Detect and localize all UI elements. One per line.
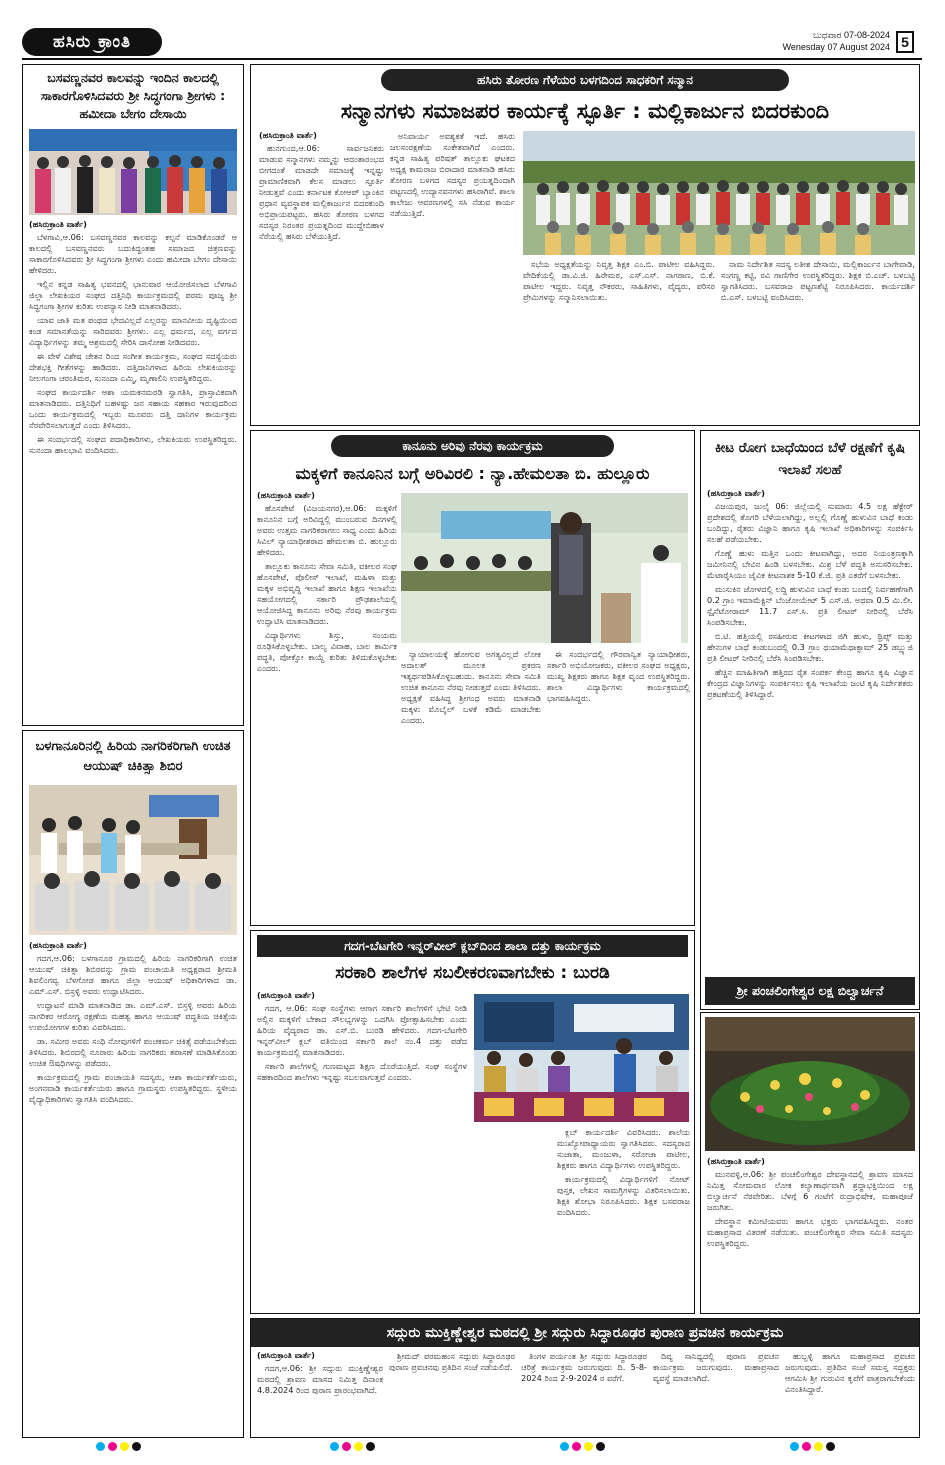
cyan-dot [560, 1442, 569, 1451]
article-headline: ಸನ್ಮಾನಗಳು ಸಮಾಜಪರ ಕಾರ್ಯಕ್ಕೆ ಸ್ಫೂರ್ತಿ : ಮಲ್ಲಿಕಾರ್ಜುನ ಬಿದರಕುಂದಿ [340, 99, 830, 123]
registration-marks [96, 1442, 141, 1451]
article-body [701, 1155, 919, 1309]
paragraph: ತಾಲ್ಲೂಕು ಕಾನೂನು ಸೇವಾ ಸಮಿತಿ, ವಕೀಲರ ಸಂಘ ಹೊಸಪೇಟೆ, ಪೊಲೀಸ್ ಇಲಾಖೆ, ಮಹಿಳಾ ಮತ್ತು ಮಕ್ಕಳ ಅಭಿವೃದ್ಧಿ ಇಲಾಖೆ ಹಾಗೂ ಶಿಕ್ಷಣ ಇಲಾಖೆಯ ಸಹಯೋಗದಲ್ಲಿ ಸರ್ಕಾರಿ ಪ್ರೌಢಶಾಲೆಯಲ್ಲಿ ಆಯೋಜಿಸಿದ್ದ ಕಾನೂನು ಅರಿವು ನೆರವು ಕಾರ್ಯಕ್ರಮ ಉದ್ಘಾಟಿಸಿ ಮಾತನಾಡಿದರು. [257, 561, 397, 626]
paragraph: ಕಾರ್ಯಕ್ರಮದಲ್ಲಿ ವಿದ್ಯಾರ್ಥಿಗಳಿಗೆ ನೋಟ್ ಪುಸ್ತಕ, ಲೇಖನ ಸಾಮಗ್ರಿಗಳನ್ನು ವಿತರಿಸಲಾಯಿತು. ಶಿಕ್ಷಕಿ ಶೋಭಾ ನಿರೂಪಿಸಿದರು. ಶಿಕ್ಷಕ ಬಸವರಾಜ ವಂದಿಸಿದರು. [557, 1174, 690, 1217]
paragraph: ಹುನಗುಂದ,ಆ.06: ಸಾರ್ವಜನಿಕರು ಮಾಡುವ ಸನ್ಮಾನಗಳು ನಮ್ಮನ್ನು ಆದಂತಾರಂಭದ ಬೀಗದಂತೆ ಮಾಡದೇ ಸಮಾಜಕ್ಕೆ ಇನ್ನಷ್ಟು ಪ್ರಾಮಾಣಿಕವಾಗಿ ಕೆಲಸ ಮಾಡಲು ಸ್ಫೂರ್ತಿ ನೀಡುತ್ತವೆ ಎಂದು ಕರ್ನಾಟಕ ಕೋಆಪ್ ಬ್ಯಾಂಕಿನ ಪ್ರಧಾನ ವ್ಯವಸ್ಥಾಪಕ ಮಲ್ಲಿಕಾರ್ಜುನ ಬಿದರಕುಂದಿ ಅಭಿಪ್ರಾಯಪಟ್ಟರು. ಹಸಿರು ತೋರಣ ಬಳಗದ ಸದಸ್ಯರ ನಿರಂತರ ಪ್ರಯತ್ನದಿಂದ ಮುದ್ದೇಬಿಹಾಳ ನೆರೆಯಲ್ಲಿ ಹಸಿರು ಬೆಳೆಯುತ್ತಿದೆ. [259, 143, 384, 241]
article-headline: ಬಸವಣ್ಣನವರ ಕಾಲವನ್ನು ಇಂದಿನ ಕಾಲದಲ್ಲಿ ಸಾಕಾರಗೊಳಿಸಿದವರು ಶ್ರೀ ಸಿದ್ಧಗಂಗಾ ಶ್ರೀಗಳು : ಹಮೀದಾ ಬೇಗಂ ದೇಸಾಯಿ [40, 70, 226, 121]
paragraph: ಡಾ. ಸಮೀರ ಅವರು ಸಂಧಿ ನೋವುಗಳಿಗೆ ಪಂಚಕರ್ಮ ಚಿಕಿತ್ಸೆ ಪಡೆಯಬೇಕೆಂದು ತಿಳಿಸಿದರು. ಶಿಬಿರದಲ್ಲಿ ನೂರಾರು ಹಿರಿಯ ನಾಗರಿಕರು ತಪಾಸಣೆ ಮಾಡಿಸಿಕೊಂಡು ಉಚಿತ ಔಷಧಿಗಳನ್ನು ಪಡೆದರು. [29, 1036, 237, 1068]
paragraph: ನ್ಯಾಯಾಲಯಕ್ಕೆ ಹೋಗುವ ಅಗತ್ಯವಿಲ್ಲದೆ ಲೋಕ ಅದಾಲತ್ ಮೂಲಕ ಪ್ರಕರಣ ಇತ್ಯರ್ಥಪಡಿಸಿಕೊಳ್ಳಬಹುದು. ಕಾನೂನು ಸೇವಾ ಸಮಿತಿ ಉಚಿತ ಕಾನೂನು ನೆರವು ನೀಡುತ್ತದೆ ಎಂದು ತಿಳಿಸಿದರು. ಅಧ್ಯಕ್ಷತೆ ವಹಿಸಿದ್ದ ಶ್ರೀಗಂಧ ಅವರು ಮಾತನಾಡಿ ಮಕ್ಕಳು ಮೊಬೈಲ್ ಬಳಕೆ ಕಡಿಮೆ ಮಾಡಬೇಕು ಎಂದರು. [401, 649, 541, 725]
paragraph: ಸಂಘದ ಕಾರ್ಯದರ್ಶಿ ಆಶಾ ಯಮಕನಮರಡಿ ಸ್ವಾಗತಿಸಿ, ಪ್ರಾಸ್ತಾವಿಕವಾಗಿ ಮಾತನಾಡಿದರು. ದತ್ತಿನಿಧಿಗೆ ಬಹಳಷ್ಟು ಜನ ಸಹಾಯ ಸಹಕಾರ ಇರುವುದರಿಂದ ಒಂದು ಕಾರ್ಯಕ್ರಮದಲ್ಲಿ ಇಬ್ಬರು ಮೂವರು ದತ್ತಿ ದಾನಿಗಳ ಕಾರ್ಯಕ್ರಮ ನೆರವೇರಿಸಲಾಗುತ್ತದೆ ಎಂದು ತಿಳಿಸಿದರು. [29, 387, 237, 430]
paragraph: ಬಿ.ಟಿ. ಹತ್ತಿಯಲ್ಲಿ ರಸಹೀರುವ ಕೀಟಗಳಾದ ಜಿಗಿ ಹುಳು, ಥ್ರಿಪ್ಸ್ ಮತ್ತು ಹೇನುಗಳ ಬಾಧೆ ಕಂಡುಬಂದಲ್ಲಿ 0.3 ಗ್ರಾಂ ಥಯಾಮೆಥಾಕ್ಸಾಮ್ 25 ಡಬ್ಲ್ಯುಜಿ ಪ್ರತಿ ಲೀಟರ್ ನೀರಿನಲ್ಲಿ ಬೆರೆಸಿ ಸಿಂಪಡಿಸಬೇಕು. [707, 631, 913, 663]
date-kannada: ಬುಧವಾರ 07-08-2024 [812, 30, 890, 40]
paragraph: ಉದ್ಘಾಟನೆ ಮಾಡಿ ಮಾತನಾಡಿದ ಡಾ. ಎಮ್.ಎಸ್. ಬಿಸ್ರಳ್ಳಿ ಅವರು ಹಿರಿಯ ನಾಗರಿಕರ ಆರೋಗ್ಯ ರಕ್ಷಣೆಯ ಮಹತ್ವ ಹಾಗೂ ಆಯುಷ್ ಪದ್ಧತಿಯ ಚಿಕಿತ್ಸೆಯ ಉಪಯೋಗಗಳ ಕುರಿತು ವಿವರಿಸಿದರು. [29, 1000, 237, 1032]
column-3 [547, 649, 690, 921]
column-2 [389, 1351, 515, 1435]
black-dot [132, 1442, 141, 1451]
column-2 [401, 649, 541, 921]
byline: (ಹಸಿರುಕ್ರಾಂತಿ ವಾರ್ತೆ) [257, 1351, 315, 1360]
byline: (ಹಸಿರುಕ್ರಾಂತಿ ವಾರ್ತೆ) [29, 941, 87, 950]
paragraph: ಗೊಣ್ಣೆ ಹುಳು ಮತ್ತಿನ ಒಂದು ಕೀಟವಾಗಿದ್ದು, ಅದರ ನಿಯಂತ್ರಣಕ್ಕಾಗಿ ಜಮೀನಿನಲ್ಲಿ ಬೇವಿನ ಹಿಂಡಿ ಬಳಸಬೇಕು. ಮಿಶ್ರ ಬೆಳೆ ಪದ್ಧತಿ ಅನುಸರಿಸಬೇಕು. ಮೆಟಾರೈಸಿಯಂ ಜೈವಿಕ ಕೀಟನಾಶಕ 5-10 ಕೆ.ಜಿ. ಪ್ರತಿ ಎಕರೆಗೆ ಬಳಸಬೇಕು. [707, 548, 913, 580]
paragraph: ದೇವಸ್ಥಾನ ಕಮೀಟಿಯವರು ಹಾಗೂ ಭಕ್ತರು ಭಾಗವಹಿಸಿದ್ದರು. ನಂತರ ಮಹಾಪ್ರಸಾದ ವಿತರಣೆ ನಡೆಯಿತು. ಪಂಚಲಿಂಗೇಶ್ವರ ಸೇವಾ ಸಮಿತಿ ಸದಸ್ಯರು ಉಪಸ್ಥಿತರಿದ್ದರು. [707, 1216, 913, 1248]
paragraph: ಸರ್ಕಾರಿ ಶಾಲೆಗಳಲ್ಲಿ ಗುಣಮಟ್ಟದ ಶಿಕ್ಷಣ ದೊರೆಯುತ್ತಿದೆ. ಸಂಘ ಸಂಸ್ಥೆಗಳ ಸಹಕಾರದಿಂದ ಶಾಲೆಗಳು ಇನ್ನಷ್ಟು ಸಬಲವಾಗುತ್ತವೆ ಎಂದರು. [257, 1061, 467, 1082]
article-kicker: ಹಸಿರು ತೋರಣ ಗೆಳೆಯರ ಬಳಗದಿಂದ ಸಾಧಕರಿಗೆ ಸನ್ಮಾನ [381, 69, 789, 91]
paragraph: ಹುಬ್ಬಳ್ಳಿ ಹಾಗೂ ಮಹಾಪ್ರಸಾದ ಪ್ರವಚನ ಜರುಗುವುದು. ಪ್ರತಿದಿನ ಸಂಜೆ ಸಮಸ್ತ ಸದ್ಭಕ್ತರು ಆಗಮಿಸಿ ಶ್ರೀ ಗುರುವಿನ ಕೃಪೆಗೆ ಪಾತ್ರರಾಗಬೇಕೆಂದು ವಿನಂತಿಸಿದ್ದಾರೆ. [785, 1351, 915, 1394]
article-body [23, 937, 243, 1415]
paragraph: ಬೆಳಗಾವಿ,ಆ.06: ಬಸವಣ್ಣನವರ ಕಾಲವನ್ನು ಕಲ್ಪನೆ ಮಾಡಿಕೊಂಡರೆ ಆ ಕಾಲದಲ್ಲಿ ಬಸವಣ್ಣನವರು ಬದುಕಿದ್ದಂತಹ ಸಮಾಜದ ಚಿತ್ರಣವನ್ನು ಸಾಕಾರಗೊಳಿಸಿದವರು ಶ್ರೀ ಸಿದ್ಧಗಂಗಾ ಶ್ರೀಗಳು ಎಂದು ಹಮೀದಾ ಬೇಗಂ ದೇಸಾಯಿ ಹೇಳಿದರು. [29, 232, 237, 275]
article-headline: ಮಕ್ಕಳಿಗೆ ಕಾನೂನಿನ ಬಗ್ಗೆ ಅರಿವಿರಲಿ : ನ್ಯಾ.ಹೇಮಲತಾ ಬಿ. ಹುಲ್ಲೂರು [295, 464, 650, 483]
date-english: Wenesday 07 August 2024 [782, 42, 890, 52]
yellow-dot [584, 1442, 593, 1451]
column-3 [523, 259, 715, 421]
column-4 [721, 259, 915, 421]
yellow-dot [354, 1442, 363, 1451]
paragraph: ಸಭೆಯ ಅಧ್ಯಕ್ಷತೆಯನ್ನು ನಿವೃತ್ತ ಶಿಕ್ಷಕ ಎಂ.ಬಿ. ಪಾಟೀಲ ವಹಿಸಿದ್ದರು. ವೇದಿಕೆಯಲ್ಲಿ ಡಾ.ವಿ.ಜಿ. ಹಿರೇಮಠ, ಎಸ್.ಎಸ್. ನಾಗಠಾಣ, ಬಿ.ಕೆ. ಪಾಟೀಲ ಇದ್ದರು. ನಿವೃತ್ತ ನೌಕರರು, ಸಾಹಿತಿಗಳು, ವೈದ್ಯರು, ಪರಿಸರ ಪ್ರೇಮಿಗಳನ್ನು ಸನ್ಮಾನಿಸಲಾಯಿತು. [523, 259, 715, 302]
article-body [23, 217, 243, 699]
magenta-dot [572, 1442, 581, 1451]
law-event-photo [401, 493, 688, 643]
registration-marks [790, 1442, 835, 1451]
paragraph: ವಿದ್ಯಾರ್ಥಿಗಳು ಶಿಸ್ತು, ಸಂಯಮ ರೂಢಿಸಿಕೊಳ್ಳಬೇಕು. ಬಾಲ್ಯ ವಿವಾಹ, ಬಾಲ ಕಾರ್ಮಿಕ ಪದ್ಧತಿ, ಪೋಕ್ಸೋ ಕಾಯ್ದೆ ಕುರಿತು ತಿಳಿದುಕೊಳ್ಳಬೇಕು ಎಂದರು. [257, 630, 397, 673]
paragraph: ಗದಗ,ಆ.06: ಶ್ರೀ ಸದ್ಗುರು ಮುಕ್ತಿಣ್ಣೇಶ್ವರ ಮಠದಲ್ಲಿ ಶ್ರಾವಣ ಮಾಸದ ನಿಮಿತ್ತ ದಿನಾಂಕ 4.8.2024 ರಿಂದ ಪುರಾಣ ಪ್ರಾರಂಭವಾಗಿದೆ. [257, 1363, 383, 1395]
article-headline: ಸದ್ಗುರು ಮುಕ್ತಿಣ್ಣೇಶ್ವರ ಮಠದಲ್ಲಿ ಶ್ರೀ ಸದ್ಗುರು ಸಿದ್ಧಾರೂಢರ ಪುರಾಣ ಪ್ರವಚನ ಕಾರ್ಯಕ್ರಮ [251, 1319, 919, 1347]
paragraph: ತಿಂಗಳ ಪರ್ಯಂತ ಶ್ರೀ ಸದ್ಗುರು ಸಿದ್ಧಾರೂಢರ ಚರಿತ್ರೆ ಕಾರ್ಯಕ್ರಮ ಜರುಗುವುದು ದಿ. 5-8-2024 ರಿಂದ 2-9-2024 ರ ವರೆಗೆ. [521, 1351, 647, 1383]
article-siddaganga [22, 64, 244, 726]
article-law-awareness [250, 430, 695, 926]
masthead [22, 26, 922, 60]
article-bilvarchane [700, 1012, 920, 1314]
article-pest-advisory [700, 430, 920, 1010]
column-4 [653, 1351, 779, 1435]
article-purana-pravachana [250, 1318, 920, 1438]
yellow-dot [120, 1442, 129, 1451]
paragraph: ಮುಸುಕಿನ ಜೋಳದಲ್ಲಿ ಲದ್ದಿ ಹುಳುವಿನ ಬಾಧೆ ಕಂಡು ಬಂದಲ್ಲಿ ನಿರ್ವಹಣೆಗಾಗಿ 0.2 ಗ್ರಾಂ ಇಮಾಮೆಕ್ಟಿನ್ ಬೆಂಜೋಯೇಟ್ 5 ಎಸ್.ಜಿ. ಅಥವಾ 0.5 ಮಿ.ಲೀ. ಸ್ಪೈನೆಟೋರಾಮ್ 11.7 ಎಸ್.ಸಿ. ಪ್ರತಿ ಲೀಟರ್ ನೀರಿನಲ್ಲಿ ಬೆರೆಸಿ ಸಿಂಪಡಿಸಬೇಕು. [707, 584, 913, 627]
registration-marks [560, 1442, 605, 1451]
camp-photo [29, 785, 237, 935]
school-event-photo [473, 993, 690, 1123]
paragraph: ಈ ಸಂದರ್ಭದಲ್ಲಿ ಗೌರವಾನ್ವಿತ ನ್ಯಾಯಾಧೀಶರು, ಸರ್ಕಾರಿ ಅಭಿಯೋಜಕರು, ವಕೀಲರ ಸಂಘದ ಅಧ್ಯಕ್ಷರು, ಮುಖ್ಯ ಶಿಕ್ಷಕರು ಹಾಗೂ ಶಿಕ್ಷಕ ವೃಂದ ಉಪಸ್ಥಿತರಿದ್ದರು. ಶಾಲಾ ವಿದ್ಯಾರ್ಥಿಗಳು ಕಾರ್ಯಕ್ರಮದಲ್ಲಿ ಭಾಗವಹಿಸಿದ್ದರು. [547, 649, 690, 703]
byline: (ಹಸಿರುಕ್ರಾಂತಿ ವಾರ್ತೆ) [257, 491, 315, 500]
temple-photo [705, 1017, 915, 1151]
paragraph: ದಿವ್ಯ ಸಾನಿಧ್ಯದಲ್ಲಿ ಪುರಾಣ ಪ್ರವಚನ ಕಾರ್ಯಕ್ರಮ ಜರುಗುವುದು. ಮಹಾಪ್ರಸಾದ ವ್ಯವಸ್ಥೆ ಮಾಡಲಾಗಿದೆ. [653, 1351, 779, 1383]
newspaper-logo: ಹಸಿರು ಕ್ರಾಂತಿ [22, 28, 162, 56]
paragraph: ಅನಿವಾರ್ಯ ಅವಶ್ಯಕತೆ ಇದೆ. ಹಸಿರು ಜಲಸಂರಕ್ಷಣೆಯ ಸಂಕೇತವಾಗಿದೆ ಎಂದರು. ಕನ್ನಡ ಸಾಹಿತ್ಯ ಪರಿಷತ್ ತಾಲ್ಲೂಕು ಘಟಕದ ಅಧ್ಯಕ್ಷ ಕಾಮರಾಜ ಬಿರಾದಾರ ಮಾತನಾಡಿ ಹಸಿರು ತೋರಣ ಬಳಗದ ಸದಸ್ಯರ ಪ್ರಯತ್ನದಿಂದಾಗಿ ಪಟ್ಟಣದಲ್ಲಿ ಉದ್ಯಾನವನಗಳು ಹಸಿರಾಗಿವೆ. ಶಾಲಾ ಕಾಲೇಜು ಆವರಣಗಳಲ್ಲಿ ಸಸಿ ನೆಡುವ ಕಾರ್ಯ ನಡೆಯುತ್ತಿದೆ. [390, 131, 515, 218]
paragraph: ಹೊಸಪೇಟೆ (ವಿಜಯನಗರ),ಆ.06: ಮಕ್ಕಳಿಗೆ ಕಾನೂನಿನ ಬಗ್ಗೆ ಅರಿವಿದ್ದಲ್ಲಿ ಮುಂಬರುವ ದಿನಗಳಲ್ಲಿ ಅವರು ಉತ್ತಮ ನಾಗರಿಕರಾಗಲು ಸಾಧ್ಯ ಎಂದು ಹಿರಿಯ ಸಿವಿಲ್ ನ್ಯಾಯಾಧೀಶರಾದ ಹೇಮಲತಾ ಬಿ. ಹುಲ್ಲೂರು ಹೇಳಿದರು. [257, 503, 397, 557]
paragraph: ಗದಗ, ಆ.06: ಸಂಘ ಸಂಸ್ಥೆಗಳು ಆಗಾಗ ಸರ್ಕಾರಿ ಶಾಲೆಗಳಿಗೆ ಭೇಟಿ ನೀಡಿ ಅಲ್ಲಿನ ಮಕ್ಕಳಿಗೆ ಬೇಕಾದ ಸೌಲಭ್ಯಗಳನ್ನು ಒದಗಿಸಿ ಪ್ರೋತ್ಸಾಹಿಸಬೇಕು ಎಂದು ಹಿರಿಯ ವೈದ್ಯರಾದ ಡಾ. ಎಸ್.ಬಿ. ಬುರಡಿ ಹೇಳಿದರು. ಗದಗ-ಬೆಟಗೇರಿ ಇನ್ನರ್‌ವೀಲ್ ಕ್ಲಬ್ ವತಿಯಿಂದ ಸರ್ಕಾರಿ ಶಾಲೆ ನಂ.4 ದತ್ತು ಪಡೆದ ಕಾರ್ಯಕ್ರಮದಲ್ಲಿ ಮಾತನಾಡಿದರು. [257, 1003, 467, 1057]
page-number: 5 [896, 31, 914, 53]
paragraph: ಗದಗ,ಆ.06: ಬಳಗಾನೂರ ಗ್ರಾಮದಲ್ಲಿ ಹಿರಿಯ ನಾಗರಿಕರಿಗಾಗಿ ಉಚಿತ ಆಯುಷ್ ಚಿಕಿತ್ಸಾ ಶಿಬಿರವನ್ನು ಗ್ರಾಮ ಪಂಚಾಯತಿ ಅಧ್ಯಕ್ಷರಾದ ಶ್ರೀಮತಿ ಶಿವಲಿಂಗವ್ವ ಬೆಳಗೋಡ ಹಾಗೂ ಜಿಲ್ಲಾ ಆಯುಷ್ ಅಧಿಕಾರಿಗಳಾದ ಡಾ. ಎಮ್.ಎಸ್. ಬಿಸ್ರಳ್ಳಿ ಅವರು ಉದ್ಘಾಟಿಸಿದರು. [29, 953, 237, 996]
article-headline: ಸರಕಾರಿ ಶಾಲೆಗಳ ಸಬಲೀಕರಣವಾಗಬೇಕು : ಬುರಡಿ [335, 963, 610, 983]
magenta-dot [342, 1442, 351, 1451]
byline: (ಹಸಿರುಕ್ರಾಂತಿ ವಾರ್ತೆ) [707, 1157, 765, 1166]
article-school-adoption [250, 930, 695, 1314]
cyan-dot [96, 1442, 105, 1451]
group-photo [29, 129, 237, 215]
paragraph: ಹೆಚ್ಚಿನ ಮಾಹಿತಿಗಾಗಿ ಹತ್ತಿರದ ರೈತ ಸಂಪರ್ಕ ಕೇಂದ್ರ ಹಾಗೂ ಕೃಷಿ ವಿಜ್ಞಾನ ಕೇಂದ್ರದ ವಿಜ್ಞಾನಿಗಳನ್ನು ಸಂಪರ್ಕಿಸಲು ಕೃಷಿ ಇಲಾಖೆಯ ಜಂಟಿ ಕೃಷಿ ನಿರ್ದೇಶಕರು ಪ್ರಕಟಣೆಯಲ್ಲಿ ತಿಳಿಸಿದ್ದಾರೆ. [707, 667, 913, 699]
column-3 [521, 1351, 647, 1435]
paragraph: ಇಲ್ಲಿನ ಕನ್ನಡ ಸಾಹಿತ್ಯ ಭವನದಲ್ಲಿ ಭಾನುವಾರ ಆಯೋಜಿಸಲಾದ ಬೆಳಗಾವಿ ಜಿಲ್ಲಾ ಲೇಖಕಿಯರ ಸಂಘದ ದತ್ತಿನಿಧಿ ಕಾರ್ಯಕ್ರಮದಲ್ಲಿ ಪರಮ ಪೂಜ್ಯ ಶ್ರೀ ಸಿದ್ಧಗಂಗಾ ಶ್ರೀಗಳ ಕುರಿತು ಉಪನ್ಯಾಸ ನೀಡಿ ಮಾತನಾಡಿದರು. [29, 279, 237, 311]
byline: (ಹಸಿರುಕ್ರಾಂತಿ ವಾರ್ತೆ) [259, 131, 317, 140]
paragraph: ವಿಜಯಪುರ, ಜುಲೈ 06: ಜಿಲ್ಲೆಯಲ್ಲಿ ಸುಮಾರು 4.5 ಲಕ್ಷ ಹೆಕ್ಟೇರ್ ಪ್ರದೇಶದಲ್ಲಿ ತೊಗರಿ ಬೆಳೆಯಲಾಗಿದ್ದು, ಅಲ್ಲಲ್ಲಿ ಗೊಣ್ಣೆ ಹುಳುವಿನ ಬಾಧೆ ಕಂಡು ಬಂದಿದ್ದು, ರೈತರು ವಿಜ್ಞಾನಿ ಹಾಗೂ ಕೃಷಿ ಇಲಾಖೆ ಅಧಿಕಾರಿಗಳನ್ನು ಸಂಪರ್ಕಿಸಿ ಸಲಹೆ ಪಡೆಯಬೇಕು. [707, 501, 913, 544]
black-dot [826, 1442, 835, 1451]
article-headline: ಬಳಗಾನೂರಿನಲ್ಲಿ ಹಿರಿಯ ನಾಗರಿಕರಿಗಾಗಿ ಉಚಿತ ಆಯುಷ್ ಚಿಕಿತ್ಸಾ ಶಿಬಿರ [35, 739, 231, 774]
column-5 [785, 1351, 915, 1435]
column-2 [390, 131, 515, 421]
felicitation-photo [523, 131, 915, 255]
byline: (ಹಸಿರುಕ್ರಾಂತಿ ವಾರ್ತೆ) [257, 991, 315, 1000]
yellow-dot [814, 1442, 823, 1451]
paragraph: ಶ್ರೀಮದ್ ಪರಮಹಂಸ ಸದ್ಗುರು ಸಿದ್ಧಾರೂಢರ ಪುರಾಣ ಪ್ರವಚನವು ಪ್ರತಿದಿನ ಸಂಜೆ ನಡೆಯಲಿದೆ. [389, 1351, 515, 1372]
column-3 [557, 1127, 690, 1309]
article-kicker: ಗದಗ-ಬೆಟಗೇರಿ ಇನ್ನರ್‌ವೀಲ್ ಕ್ಲಬ್‌ದಿಂದ ಶಾಲಾ ದತ್ತು ಕಾರ್ಯಕ್ರಮ [257, 935, 688, 957]
cyan-dot [790, 1442, 799, 1451]
paragraph: ಕ್ಲಬ್ ಕಾರ್ಯದರ್ಶಿ ವಿವರಿಸಿದರು. ಶಾಲೆಯ ಮುಖ್ಯೋಪಾಧ್ಯಾಯರು ಸ್ವಾಗತಿಸಿದರು. ಸದಸ್ಯರಾದ ಸುಜಾತಾ, ಮಂಜುಳಾ, ಸರೋಜಾ ಪಾಟೀಲ, ಶಿಕ್ಷಕರು ಹಾಗೂ ವಿದ್ಯಾರ್ಥಿಗಳು ಉಪಸ್ಥಿತರಿದ್ದರು. [557, 1127, 690, 1170]
paragraph: ನಾಮ ನಿರ್ದೇಶಿತ ಸದಸ್ಯ ಲತೀಶ ದೇಸಾಯಿ, ಮಲ್ಲಿಕಾರ್ಜುನ ಬಾಗೇವಾಡಿ, ಸಂಗಣ್ಣ ಕಟ್ಟಿ, ರವಿ ಗಾಣಿಗೇರ ಉಪಸ್ಥಿತರಿದ್ದರು. ಶಿಕ್ಷಕ ಬಿ.ಎಚ್. ಬಳಬಟ್ಟಿ ಸ್ವಾಗತಿಸಿದರು. ಬಸವರಾಜ ಪಟ್ಟಣಶೆಟ್ಟಿ ನಿರೂಪಿಸಿದರು. ಕಾರ್ಯದರ್ಶಿ ಬಿ.ಎಸ್. ಬಳಬಟ್ಟಿ ವಂದಿಸಿದರು. [721, 259, 915, 302]
registration-marks [330, 1442, 375, 1451]
article-headline: ಕೀಟ ರೋಗ ಬಾಧೆಯಿಂದ ಬೆಳೆ ರಕ್ಷಣೆಗೆ ಕೃಷಿ ಇಲಾಖೆ ಸಲಹೆ [715, 440, 905, 478]
magenta-dot [108, 1442, 117, 1451]
article-kicker: ಕಾನೂನು ಅರಿವು ನೆರವು ಕಾರ್ಯಕ್ರಮ [331, 435, 614, 457]
bilva-headline: ಶ್ರೀ ಪಂಚಲಿಂಗೇಶ್ವರ ಲಕ್ಷ ಬಿಲ್ವಾರ್ಚನೆ [705, 977, 915, 1005]
column-1 [259, 131, 384, 421]
black-dot [366, 1442, 375, 1451]
byline: (ಹಸಿರುಕ್ರಾಂತಿ ವಾರ್ತೆ) [707, 489, 765, 498]
paragraph: ಈ ಸಂದರ್ಭದಲ್ಲಿ ಸಂಘದ ಪದಾಧಿಕಾರಿಗಳು, ಲೇಖಕಿಯರು ಉಪಸ್ಥಿತರಿದ್ದರು. ಸುನಂದಾ ಹಾಲಭಾವಿ ವಂದಿಸಿದರು. [29, 434, 237, 455]
column-1 [257, 491, 397, 921]
column-1 [257, 1351, 383, 1435]
issue-date [783, 29, 890, 53]
paragraph: ಈ ವೇಳೆ ವಿಶೇಷ ಚೇತನ ರಿಂದ ಸಂಗೀತ ಕಾರ್ಯಕ್ರಮ, ಸಂಘದ ಸದಸ್ಯೆಯರು ದೇಶಭಕ್ತಿ ಗೀತೆಗಳನ್ನು ಹಾಡಿದರು. ದತ್ತಿದಾನಿಗಳಾದ ಹಿರಿಯ ಲೇಖಕಿಯರನ್ನು ನೀಲಗಂಗಾ ಚರಂತಿಮಠ, ಸುನಂದಾ ಎಮ್ಮಿ, ಮೃಣಾಲಿನಿ ಉಪಸ್ಥಿತರಿದ್ದರು. [29, 351, 237, 383]
byline: (ಹಸಿರುಕ್ರಾಂತಿ ವಾರ್ತೆ) [29, 220, 87, 229]
magenta-dot [802, 1442, 811, 1451]
column-1 [257, 991, 467, 1309]
cyan-dot [330, 1442, 339, 1451]
paragraph: ಕಾರ್ಯಕ್ರಮದಲ್ಲಿ ಗ್ರಾಮ ಪಂಚಾಯತಿ ಸದಸ್ಯರು, ಆಶಾ ಕಾರ್ಯಕರ್ತೆಯರು, ಅಂಗನವಾಡಿ ಕಾರ್ಯಕರ್ತೆಯರು ಹಾಗೂ ಗ್ರಾಮಸ್ಥರು ಉಪಸ್ಥಿತರಿದ್ದರು. ಸ್ಥಳೀಯ ವೈದ್ಯಾಧಿಕಾರಿಗಳು ಸ್ವಾಗತಿಸಿ ವಂದಿಸಿದರು. [29, 1072, 237, 1104]
paragraph: ಯಾವ ಜಾತಿ ಮತ ಪಂಥದ ಭೇದವಿಲ್ಲದೆ ಎಲ್ಲರನ್ನು ಮಾನವೀಯ ದೃಷ್ಟಿಯಿಂದ ಕಂಡ ಸಮಾನತೆಯನ್ನು ಸಾರಿದವರು ಶ್ರೀಗಳು. ಎಲ್ಲ ಧರ್ಮದ, ಎಲ್ಲ ವರ್ಗದ ವಿದ್ಯಾರ್ಥಿಗಳನ್ನು ತಮ್ಮ ಆಶ್ರಮದಲ್ಲಿ ಸೇರಿಸಿ ದಾಸೋಹ ನೀಡಿದವರು. [29, 315, 237, 347]
article-felicitation [250, 64, 920, 426]
article-ayush-camp [22, 730, 244, 1438]
paragraph: ಮುನವಳ್ಳಿ,ಆ.06: ಶ್ರೀ ಪಂಚಲಿಂಗೇಶ್ವರ ದೇವಸ್ಥಾನದಲ್ಲಿ ಶ್ರಾವಣ ಮಾಸದ ನಿಮಿತ್ತ ಸೋಮವಾರ ಲೋಕ ಕಲ್ಯಾಣಾರ್ಥವಾಗಿ ಶ್ರದ್ಧಾಭಕ್ತಿಯಿಂದ ಲಕ್ಷ ಬಿಲ್ವಾರ್ಚನೆ ನೆರವೇರಿತು. ಬೆಳಗ್ಗೆ 6 ಗಂಟೆಗೆ ರುದ್ರಾಭಿಷೇಕ, ಮಹಾಪೂಜೆ ಜರುಗಿತು. [707, 1169, 913, 1212]
article-body [701, 487, 919, 917]
black-dot [596, 1442, 605, 1451]
